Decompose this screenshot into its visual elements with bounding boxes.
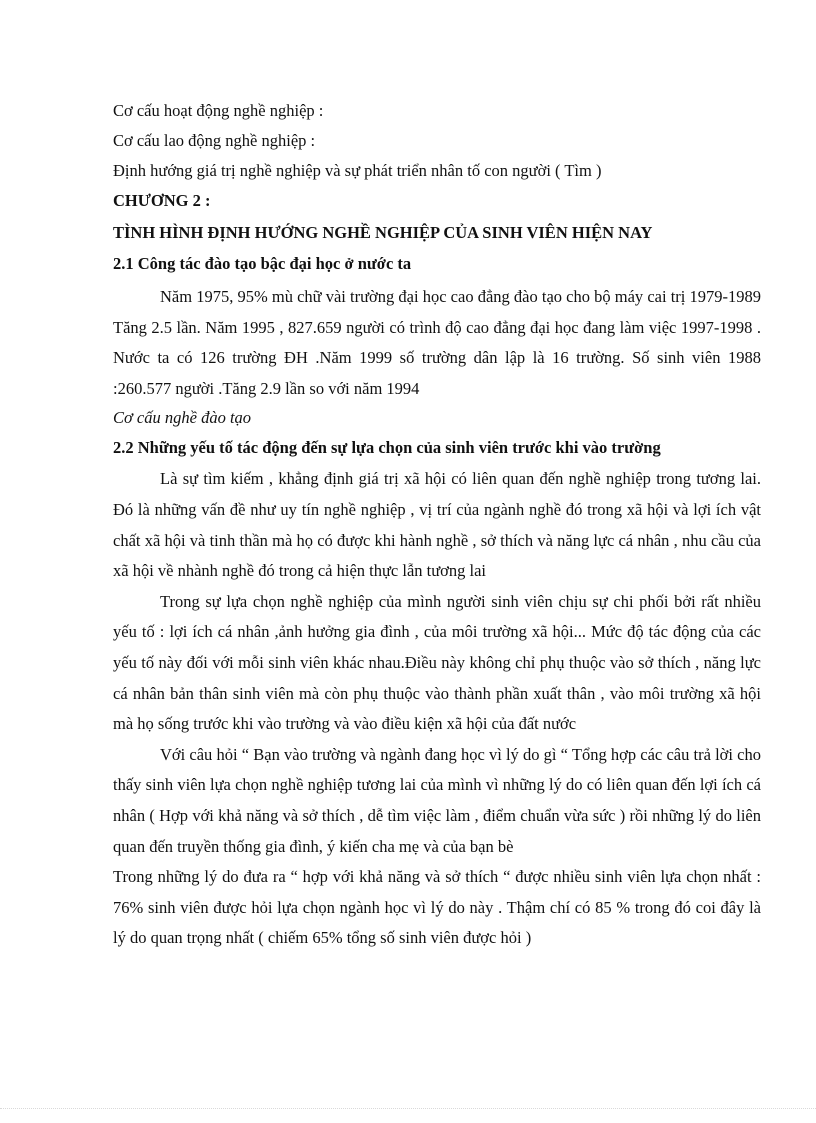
section-2-1-subheading: Cơ cấu nghề đào tạo [113,408,252,428]
section-heading-2-1: 2.1 Công tác đào tạo bậc đại học ở nước ta [113,254,412,273]
page-bottom-divider [0,1108,816,1109]
chapter-title: TÌNH HÌNH ĐỊNH HƯỚNG NGHỀ NGHIỆP CỦA SINH VIÊN HIỆN NAY [113,223,653,242]
document-body [113,96,761,954]
text-line-career-activity-structure: Cơ cấu hoạt động nghề nghiệp : [113,101,324,120]
section-2-1-paragraph: Năm 1975, 95% mù chữ vài trường đại học cao đẳng đào tạo cho bộ máy cai trị 1979-1989 Tăng 2.5 lần. Năm 1995 , 827.659 người có trình độ cao đẳng đại học đang làm việc 1997-1998 . Nước ta có 126 trường ĐH .Năm 1999 số trường dân lập là 16 trường. Số sinh viên 1988 :260.577 người .Tăng 2.9 lần so với năm 1994 [113,287,761,398]
section-2-2-paragraph-1: Là sự tìm kiếm , khẳng định giá trị xã hội có liên quan đến nghề nghiệp trong tương lai. Đó là những vấn đề như uy tín nghề nghiệp , vị trí của ngành nghề đó trong xã hội và lợi ích vật chất xã hội và tinh thần mà họ có được khi hành nghề , sở thích và năng lực cá nhân , nhu cầu của xã hội về nhành nghề đó trong cả hiện thực lẫn tương lai [113,469,761,581]
section-heading-2-2: 2.2 Những yếu tố tác động đến sự lựa chọn của sinh viên trước khi vào trường [113,438,661,458]
text-line-career-labor-structure: Cơ cấu lao động nghề nghiệp : [113,131,316,150]
section-2-2-paragraph-3: Với câu hỏi “ Bạn vào trường và ngành đang học vì lý do gì “ Tổng hợp các câu trả lời cho thấy sinh viên lựa chọn nghề nghiệp tương lai của mình vì những lý do có liên quan đến lợi ích cá nhân ( Hợp với khả năng và sở thích , dễ tìm việc làm , điểm chuẩn vừa sức ) rồi những lý do liên quan đến truyền thống gia đình, ý kiến cha mẹ và của bạn bè [113,744,761,856]
chapter-label: CHƯƠNG 2 : [113,191,211,210]
section-2-2-paragraph-2: Trong sự lựa chọn nghề nghiệp của mình người sinh viên chịu sự chi phối bởi rất nhiều yếu tố : lợi ích cá nhân ,ảnh hưởng gia đình , của môi trường xã hội... Mức độ tác động của các yếu tố này đối với mỗi sinh viên khác nhau.Điều này không chỉ phụ thuộc vào sở thích , năng lực cá nhân bản thân sinh viên mà còn phụ thuộc vào thành phần xuất thân , vào môi trường xã hội mà họ sống trước khi vào trường và vào điều kiện xã hội của đất nước [113,591,761,734]
text-line-career-value-orientation: Định hướng giá trị nghề nghiệp và sự phát triển nhân tố con người ( Tìm ) [113,161,602,180]
section-2-2-paragraph-4: Trong những lý do đưa ra “ hợp với khả năng và sở thích “ được nhiều sinh viên lựa chọn nhất : 76% sinh viên được hỏi lựa chọn ngành học vì lý do này . Thậm chí có 85 % trong đó coi đây là lý do quan trọng nhất ( chiếm 65% tổng số sinh viên được hỏi ) [113,867,761,948]
